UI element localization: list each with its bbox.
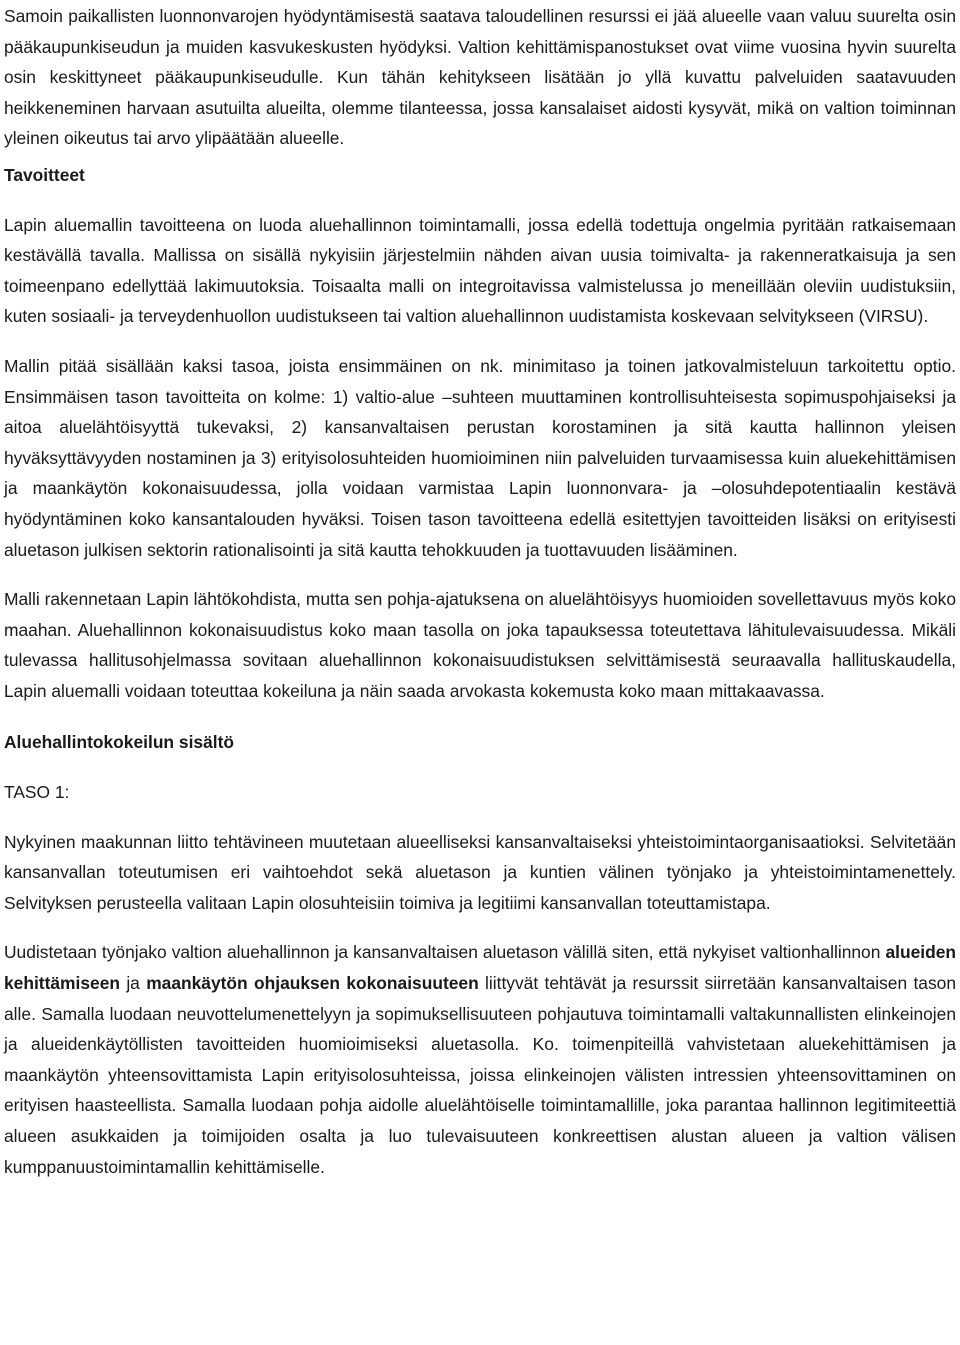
- section-heading-content: Aluehallintokokeilun sisältö: [4, 732, 234, 753]
- level-1-label: TASO 1:: [4, 782, 70, 803]
- goals-paragraph-3: Malli rakennetaan Lapin lähtökohdista, mutta sen pohja-ajatuksena on aluelähtöisyys huomioiden sovellettavuus myös koko maahan. Aluehallinnon kokonaisuudistus koko maan tasolla on joka tapauksessa toteutettava lähitulevaisuudessa. Mikäli tulevassa hallitusohjelmassa sovitaan aluehallinnon kokonaisuudistuksen selvittämisestä seuraavalla hallituskaudella, Lapin aluemalli voidaan toteuttaa kokeiluna ja näin saada arvokasta kokemusta koko maan mittakaavassa.: [4, 589, 956, 701]
- level1-paragraph-1: Nykyinen maakunnan liitto tehtävineen muutetaan alueelliseksi kansanvaltaiseksi yhteistoimintaorganisaatioksi. Selvitetään kansanvallan toteutumisen eri vaihtoehdot sekä aluetason ja kuntien välinen työnjako ja yhteistoimintamenettely. Selvityksen perusteella valitaan Lapin olosuhteisiin toimiva ja legitiimi kansanvallan toteuttamistapa.: [4, 831, 956, 913]
- intro-paragraph: Samoin paikallisten luonnonvarojen hyödyntämisestä saatava taloudellinen resurssi ei jää alueelle vaan valuu suurelta osin pääkaupunkiseudun ja muiden kasvukeskusten hyödyksi. Valtion kehittämispanostukset ovat viime vuosina hyvin suurelta osin keskittyneet pääkaupunkiseudulle. Kun tähän kehitykseen lisätään jo yllä kuvattu palveluiden saatavuuden heikkeneminen harvaan asutuilta alueilta, olemme tilanteessa, jossa kansalaiset aidosti kysyvät, mikä on valtion toiminnan yleinen oikeutus tai arvo ylipäätään alueelle.: [4, 6, 956, 149]
- emphasis-regional-development: alueiden kehittämiseen: [4, 942, 956, 994]
- level1-paragraph-2-text-c: liittyvät tehtävät ja resurssit siirretään kansanvaltaisen tason alle. Samalla luodaan neuvottelumenettelyyn ja sopimuksellisuuteen pohjautuva toimintamalli valtakunnallisten elinkeinojen ja alueidenkäytöllisten tavoitteiden huomioimiseksi aluetasolla. Ko. toimenpiteillä vahvistetaan aluekehittämisen ja maankäytön yhteensovittamista Lapin erityisolosuhteissa, joissa elinkeinojen välisten intressien yhteensovittaminen on erityisen haasteellista. Samalla luodaan pohja aidolle aluelähtöiselle toimintamallille, joka parantaa hallinnon legitimiteettiä alueen asukkaiden ja toimijoiden osalta ja luo tulevaisuuteen konkreettisen alustan alueen ja valtion välisen kumppanuustoimintamallin kehittämiselle.: [4, 973, 957, 1177]
- level1-paragraph-2-text-b: ja: [120, 973, 147, 994]
- section-heading-goals: Tavoitteet: [4, 164, 85, 185]
- emphasis-land-use-steering: maankäytön ohjauksen kokonaisuuteen: [146, 973, 479, 994]
- goals-paragraph-1: Lapin aluemallin tavoitteena on luoda aluehallinnon toimintamalli, jossa edellä todettuja ongelmia pyritään ratkaisemaan kestävällä tavalla. Mallissa on sisällä nykyisiin järjestelmiin nähden aivan uusia toimivalta- ja rakenneratkaisuja ja sen toimeenpano edellyttää lakimuutoksia. Toisaalta malli on integroitavissa valmistelussa jo meneillään oleviin uudistuksiin, kuten sosiaali- ja terveydenhuollon uudistukseen tai valtion aluehallinnon uudistamista koskevaan selvitykseen (VIRSU).: [4, 214, 956, 327]
- level1-paragraph-2-text-a: Uudistetaan työnjako valtion aluehallinnon ja kansanvaltaisen aluetason välillä siten, että nykyiset valtionhallinnon: [4, 942, 886, 963]
- level1-paragraph-2: [4, 937, 956, 1182]
- goals-paragraph-2: Mallin pitää sisällään kaksi tasoa, joista ensimmäinen on nk. minimitaso ja toinen jatkovalmisteluun tarkoitettu optio. Ensimmäisen tason tavoitteita on kolme: 1) valtio-alue –suhteen muuttaminen kontrollisuhteisesta sopimuspohjaiseksi ja aitoa aluelähtöisyyttä tukevaksi, 2) kansanvaltaisen perustan korostaminen ja sitä kautta hallinnon yleisen hyväksyttävyyden nostaminen ja 3) erityisolosuhteiden huomioiminen niin palveluiden turvaamisessa kuin aluekehittämisen ja maankäytön kokonaisuudessa, jolla voidaan varmistaa Lapin luonnonvara- ja –olosuhdepotentiaalin kestävä hyödyntäminen koko kansantalouden hyväksi. Toisen tason tavoitteena edellä esitettyjen tavoitteiden lisäksi on erityisesti aluetason julkisen sektorin rationalisointi ja sitä kautta tehokkuuden ja tuottavuuden lisääminen.: [4, 355, 956, 560]
